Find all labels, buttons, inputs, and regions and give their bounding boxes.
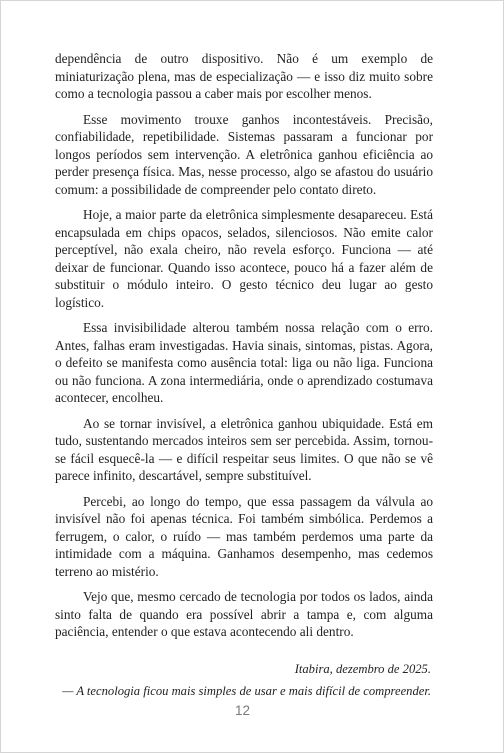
paragraph: Percebi, ao longo do tempo, que essa passagem da válvula ao invisível não foi apenas técnica. Foi também simbólica. Perdemos a ferrugem, o calor, o ruído — mas também perdemos uma parte da intimidade com a máquina. Ganhamos desempenho, mas cedemos terreno ao mistério. (55, 493, 433, 579)
paragraph: Ao se tornar invisível, a eletrônica ganhou ubiquidade. Está em tudo, sustentando mercados inteiros sem ser percebida. Assim, tornou-se fácil esquecê-la — e difícil respeitar seus limites. O que não se vê parece infinito, descartável, sempre substituível. (55, 415, 433, 483)
paragraph: dependência de outro dispositivo. Não é um exemplo de miniaturização plena, mas de especialização — e isso diz muito sobre como a tecnologia passou a caber mais por escolher menos. (55, 51, 433, 101)
page-number: 12 (234, 703, 251, 718)
signature-closing-line: — A tecnologia ficou mais simples de usar e mais difícil de compreender. (62, 684, 431, 698)
paragraph: Esse movimento trouxe ganhos incontestáveis. Precisão, confiabilidade, repetibilidade. Sistemas passaram a funcionar por longos períodos sem intervenção. A eletrônica ganhou eficiência ao perder presença física. Mas, nesse processo, algo se afastou do usuário comum: a possibilidade de compreender pelo contato direto. (55, 111, 433, 197)
paragraph: Vejo que, mesmo cercado de tecnologia por todos os lados, ainda sinto falta de quando era possível abrir a tampa e, com alguma paciência, entender o que estava acontecendo ali dentro. (55, 589, 433, 639)
paragraph: Hoje, a maior parte da eletrônica simplesmente desapareceu. Está encapsulada em chips opacos, selados, silenciosos. Não emite calor perceptível, não exala cheiro, não revela esforço. Funciona — até deixar de funcionar. Quando isso acontece, pouco há a fazer além de substituir o módulo inteiro. O gesto técnico deu lugar ao gesto logístico. (55, 207, 433, 310)
signature-place-date: Itabira, dezembro de 2025. (294, 662, 431, 676)
paragraph: Essa invisibilidade alterou também nossa relação com o erro. Antes, falhas eram investigadas. Havia sinais, sintomas, pistas. Agora, o defeito se manifesta como ausência total: liga ou não liga. Funciona ou não funciona. A zona intermediária, onde o aprendizado costumava acontecer, encolheu. (55, 320, 433, 405)
body-text (55, 50, 433, 649)
